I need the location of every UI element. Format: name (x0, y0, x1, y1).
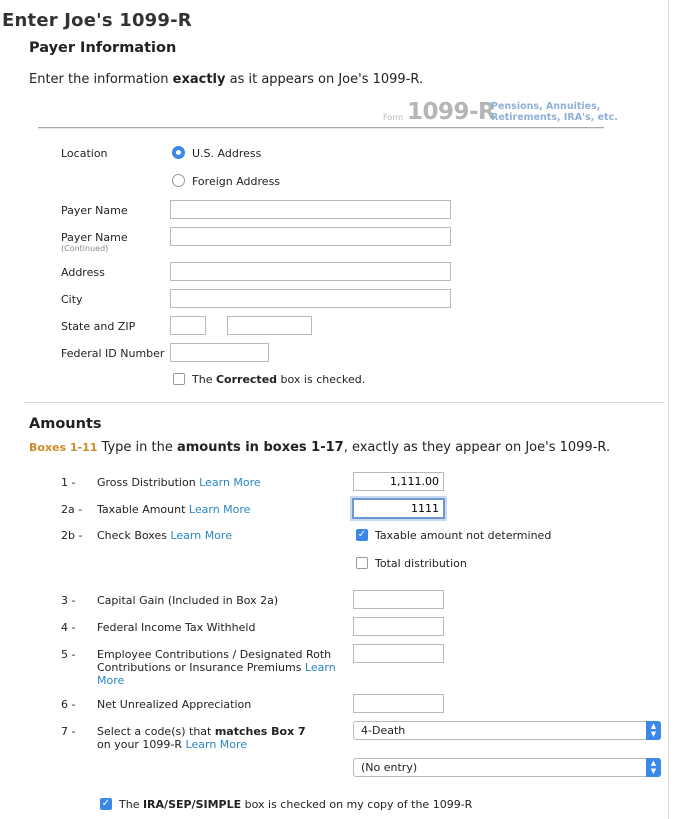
payer-name-continued-label: Payer Name (Continued) (61, 231, 128, 253)
form-word: Form (383, 113, 404, 122)
row-1-label: Gross Distribution Learn More (97, 476, 261, 489)
federal-id-input[interactable] (170, 343, 269, 362)
row-1-num: 1 - (61, 476, 76, 489)
payer-intro: Enter the information exactly as it appears on Joe's 1099-R. (29, 72, 424, 87)
address-input[interactable] (170, 262, 451, 281)
learn-more-link[interactable]: Learn More (170, 529, 232, 542)
box7-code-select-1[interactable] (353, 721, 661, 740)
us-address-label[interactable]: U.S. Address (192, 147, 262, 160)
row-2b-num: 2b - (61, 529, 83, 542)
ira-sep-simple-label[interactable]: The IRA/SEP/SIMPLE box is checked on my copy of the 1099-R (119, 798, 473, 811)
total-distribution-checkbox[interactable] (356, 557, 368, 569)
payer-name-label: Payer Name (61, 204, 128, 217)
taxable-amount-input[interactable] (352, 498, 445, 519)
payer-name-input[interactable] (170, 200, 451, 219)
page-title: Enter Joe's 1099-R (2, 10, 192, 31)
chevron-updown-icon: ▲ ▼ (646, 758, 661, 777)
chevron-updown-icon: ▲ ▼ (646, 721, 661, 740)
row-3-label: Capital Gain (Included in Box 2a) (97, 594, 279, 607)
location-label: Location (61, 147, 108, 160)
foreign-address-label[interactable]: Foreign Address (192, 175, 281, 188)
net-unrealized-appreciation-input[interactable] (353, 694, 444, 713)
city-input[interactable] (170, 289, 451, 308)
row-2b-label: Check Boxes Learn More (97, 529, 232, 542)
row-4-label: Federal Income Tax Withheld (97, 621, 256, 634)
state-zip-label: State and ZIP (61, 320, 136, 333)
form-number: 1099-R (407, 99, 496, 125)
row-7-num: 7 - (61, 725, 76, 738)
city-label: City (61, 293, 83, 306)
corrected-label[interactable]: The Corrected box is checked. (192, 373, 366, 386)
form-description: Pensions, Annuities, Retirements, IRA's, etc. (491, 101, 618, 123)
federal-id-label: Federal ID Number (61, 347, 165, 360)
payer-info-heading: Payer Information (29, 40, 177, 56)
box7-code-1-value: 4-Death (361, 724, 406, 737)
row-5-label: Employee Contributions / Designated Roth Contributions or Insurance Premiums Learn More (97, 648, 336, 687)
corrected-checkbox[interactable] (173, 373, 185, 385)
learn-more-link[interactable]: Learn More (188, 503, 251, 516)
form-1099r-badge (383, 99, 618, 127)
radio-us-address[interactable] (172, 146, 185, 159)
row-6-label: Net Unrealized Appreciation (97, 698, 252, 711)
row-6-num: 6 - (61, 698, 76, 711)
capital-gain-input[interactable] (353, 590, 444, 609)
radio-foreign-address[interactable] (172, 174, 185, 187)
row-3-num: 3 - (61, 594, 76, 607)
amounts-heading: Amounts (29, 416, 102, 432)
row-4-num: 4 - (61, 621, 76, 634)
gross-distribution-input[interactable] (353, 472, 444, 491)
taxable-not-determined-checkbox[interactable]: ✓ (357, 529, 367, 540)
payer-name-continued-input[interactable] (170, 227, 451, 246)
federal-tax-withheld-input[interactable] (353, 617, 444, 636)
taxable-not-determined-label[interactable]: Taxable amount not determined (375, 529, 552, 542)
ira-sep-simple-checkbox[interactable]: ✓ (101, 798, 111, 809)
zip-input[interactable] (227, 316, 312, 335)
box7-code-select-2[interactable] (353, 758, 661, 777)
learn-more-link[interactable]: Learn More (185, 738, 248, 751)
employee-contributions-input[interactable] (353, 644, 444, 663)
row-2a-label: Taxable Amount Learn More (97, 503, 251, 516)
section-divider (24, 402, 664, 403)
state-input[interactable] (170, 316, 206, 335)
learn-more-link[interactable]: Learn More (97, 661, 336, 687)
row-5-num: 5 - (61, 648, 76, 661)
address-label: Address (61, 266, 105, 279)
row-2a-num: 2a - (61, 503, 83, 516)
header-rule (38, 127, 604, 128)
box7-code-2-value: (No entry) (361, 761, 418, 774)
amounts-intro: Boxes 1-11 Type in the amounts in boxes 1-17, exactly as they appear on Joe's 1099-R. (29, 440, 611, 455)
boxes-tag: Boxes 1-11 (29, 441, 98, 454)
total-distribution-label[interactable]: Total distribution (375, 557, 467, 570)
row-7-label: Select a code(s) that matches Box 7 on your 1099-R Learn More (97, 725, 306, 751)
window-edge (668, 0, 669, 819)
learn-more-link[interactable]: Learn More (199, 476, 261, 489)
